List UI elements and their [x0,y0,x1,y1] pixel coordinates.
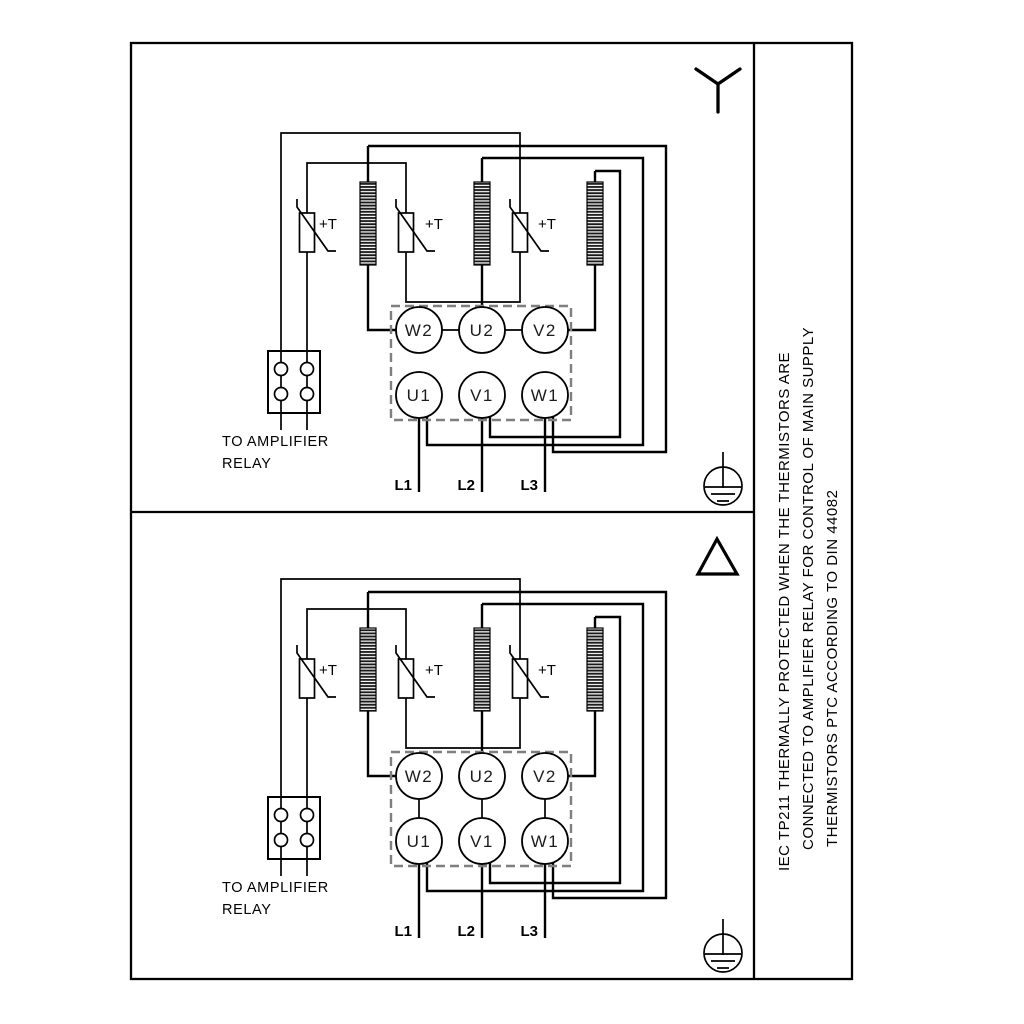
terminal-label: W2 [404,321,434,340]
winding-coils [360,628,603,711]
mains-label-L1: L1 [394,477,412,494]
delta-bridge-links [419,799,545,818]
terminal-label: W2 [404,767,434,786]
amplifier-relay-box [268,351,320,413]
winding-coil [360,182,376,265]
earth-icon [704,919,742,972]
delta-icon [698,539,737,574]
thermistor [510,199,556,252]
terminal-board [391,752,571,866]
thermistor-label: +T [319,216,337,233]
terminal-label: U1 [406,386,432,405]
mains-label-L3: L3 [520,923,538,940]
thermistor [510,645,556,698]
mains-label-L2: L2 [457,923,475,940]
thermistor [396,645,443,698]
amplifier-relay-box [268,797,320,859]
terminal-label: U2 [469,321,495,340]
thermistor [297,645,337,698]
winding-coil [587,182,603,265]
side-note-line1: IEC TP211 THERMALLY PROTECTED WHEN THE THERMISTORS ARE [776,351,793,871]
winding-coils [360,182,603,265]
thermistor-label: +T [425,216,443,233]
terminal-label: U2 [469,767,495,786]
terminal-label: V2 [533,321,557,340]
thermistor-label: +T [538,216,556,233]
mains-label-L2: L2 [457,477,475,494]
terminal-label: W1 [530,386,560,405]
thermistors [297,199,556,252]
mains-label-L3: L3 [520,477,538,494]
relay-caption-line1: TO AMPLIFIER [222,434,329,450]
terminal-label: V1 [470,832,494,851]
terminal-label: V2 [533,767,557,786]
thermistor-label: +T [319,662,337,679]
relay-caption-line2: RELAY [222,902,272,918]
winding-coil [474,182,490,265]
terminal-label: W1 [530,832,560,851]
star-panel [222,69,742,505]
winding-coil [474,628,490,711]
thermistors [297,645,556,698]
mains-label-L1: L1 [394,923,412,940]
earth-icon [704,452,742,505]
winding-coil [587,628,603,711]
relay-caption-line1: TO AMPLIFIER [222,880,329,896]
side-note-line3: THERMISTORS PTC ACCORDING TO DIN 44082 [824,489,841,847]
terminal-label: V1 [470,386,494,405]
star-icon [696,69,740,112]
side-note-line2: CONNECTED TO AMPLIFIER RELAY FOR CONTROL OF MAIN SUPPLY [800,326,817,850]
terminal-label: U1 [406,832,432,851]
thermistor [396,199,443,252]
thermistor [297,199,337,252]
relay-caption-line2: RELAY [222,456,272,472]
terminal-board [391,306,571,420]
thermistor-label: +T [538,662,556,679]
delta-panel [222,539,742,972]
thermistor-label: +T [425,662,443,679]
winding-coil [360,628,376,711]
side-note [776,327,841,871]
